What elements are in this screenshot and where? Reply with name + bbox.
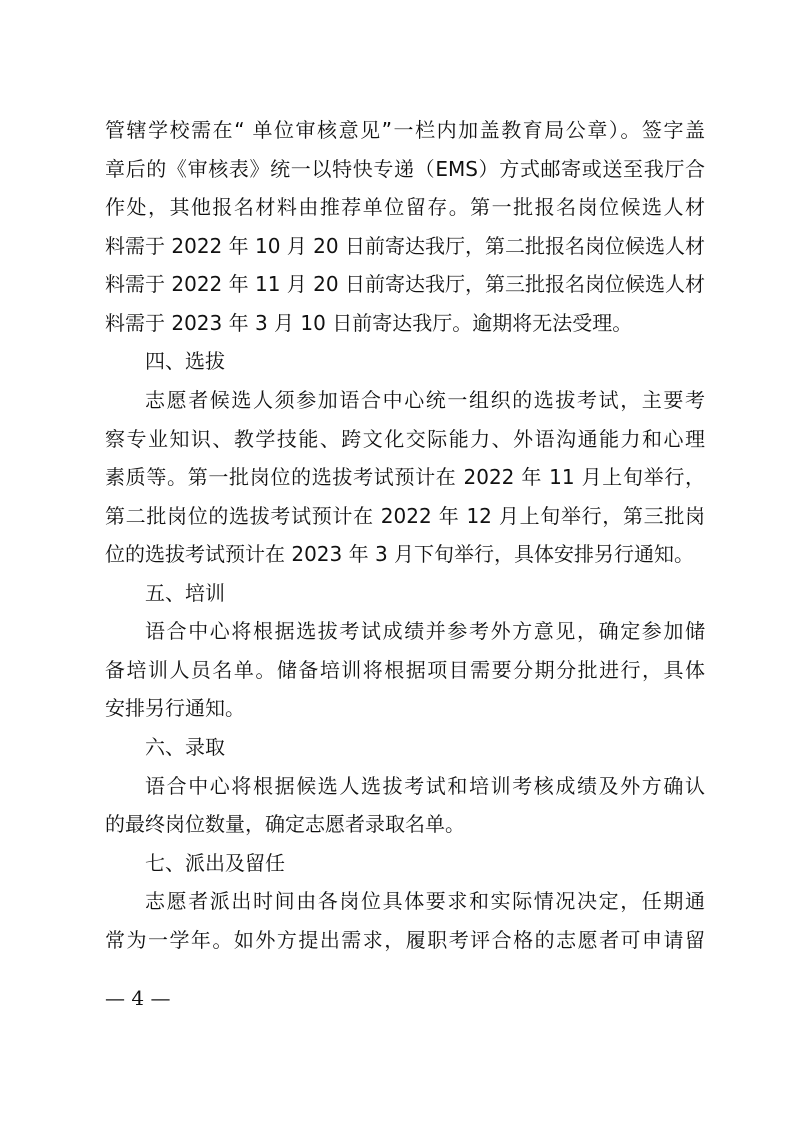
text-line: 志愿者候选人须参加语合中心统一组织的选拔考试，主要考 — [145, 388, 705, 412]
text-line: 察专业知识、教学技能、跨文化交际能力、外语沟通能力和心理 — [105, 427, 705, 451]
section-heading-dispatch: 七、派出及留任 — [145, 851, 285, 875]
text-line: 安排另行通知。 — [105, 696, 245, 720]
text-line: 料需于 2023 年 3 月 10 日前寄达我厅。逾期将无法受理。 — [105, 311, 633, 335]
text-line: 作处，其他报名材料由推荐单位留存。第一批报名岗位候选人材 — [105, 195, 705, 219]
text-line: 的最终岗位数量，确定志愿者录取名单。 — [105, 812, 465, 836]
section-heading-admission: 六、录取 — [145, 735, 225, 759]
text-line: 素质等。第一批岗位的选拔考试预计在 2022 年 11 月上旬举行， — [105, 465, 705, 489]
section-heading-training: 五、培训 — [145, 581, 225, 605]
text-line: 志愿者派出时间由各岗位具体要求和实际情况决定，任期通 — [145, 889, 705, 913]
text-line: 语合中心将根据候选人选拔考试和培训考核成绩及外方确认 — [145, 774, 705, 798]
text-line: 料需于 2022 年 11 月 20 日前寄达我厅，第三批报名岗位候选人材 — [105, 272, 705, 296]
text-line: 备培训人员名单。储备培训将根据项目需要分期分批进行，具体 — [105, 658, 705, 682]
text-line: 第二批岗位的选拔考试预计在 2022 年 12 月上旬举行，第三批岗 — [105, 504, 705, 528]
text-line: 语合中心将根据选拔考试成绩并参考外方意见，确定参加储 — [145, 619, 705, 643]
text-line: 常为一学年。如外方提出需求，履职考评合格的志愿者可申请留 — [105, 928, 705, 952]
page-number: — 4 — — [105, 986, 171, 1010]
text-line: 料需于 2022 年 10 月 20 日前寄达我厅，第二批报名岗位候选人材 — [105, 234, 705, 258]
text-line: 管辖学校需在“ 单位审核意见”一栏内加盖教育局公章）。签字盖 — [105, 118, 705, 142]
section-heading-selection: 四、选拔 — [145, 349, 225, 373]
text-line: 章后的《审核表》统一以特快专递（EMS）方式邮寄或送至我厅合 — [105, 157, 705, 181]
text-line: 位的选拔考试预计在 2023 年 3 月下旬举行，具体安排另行通知。 — [105, 542, 695, 566]
